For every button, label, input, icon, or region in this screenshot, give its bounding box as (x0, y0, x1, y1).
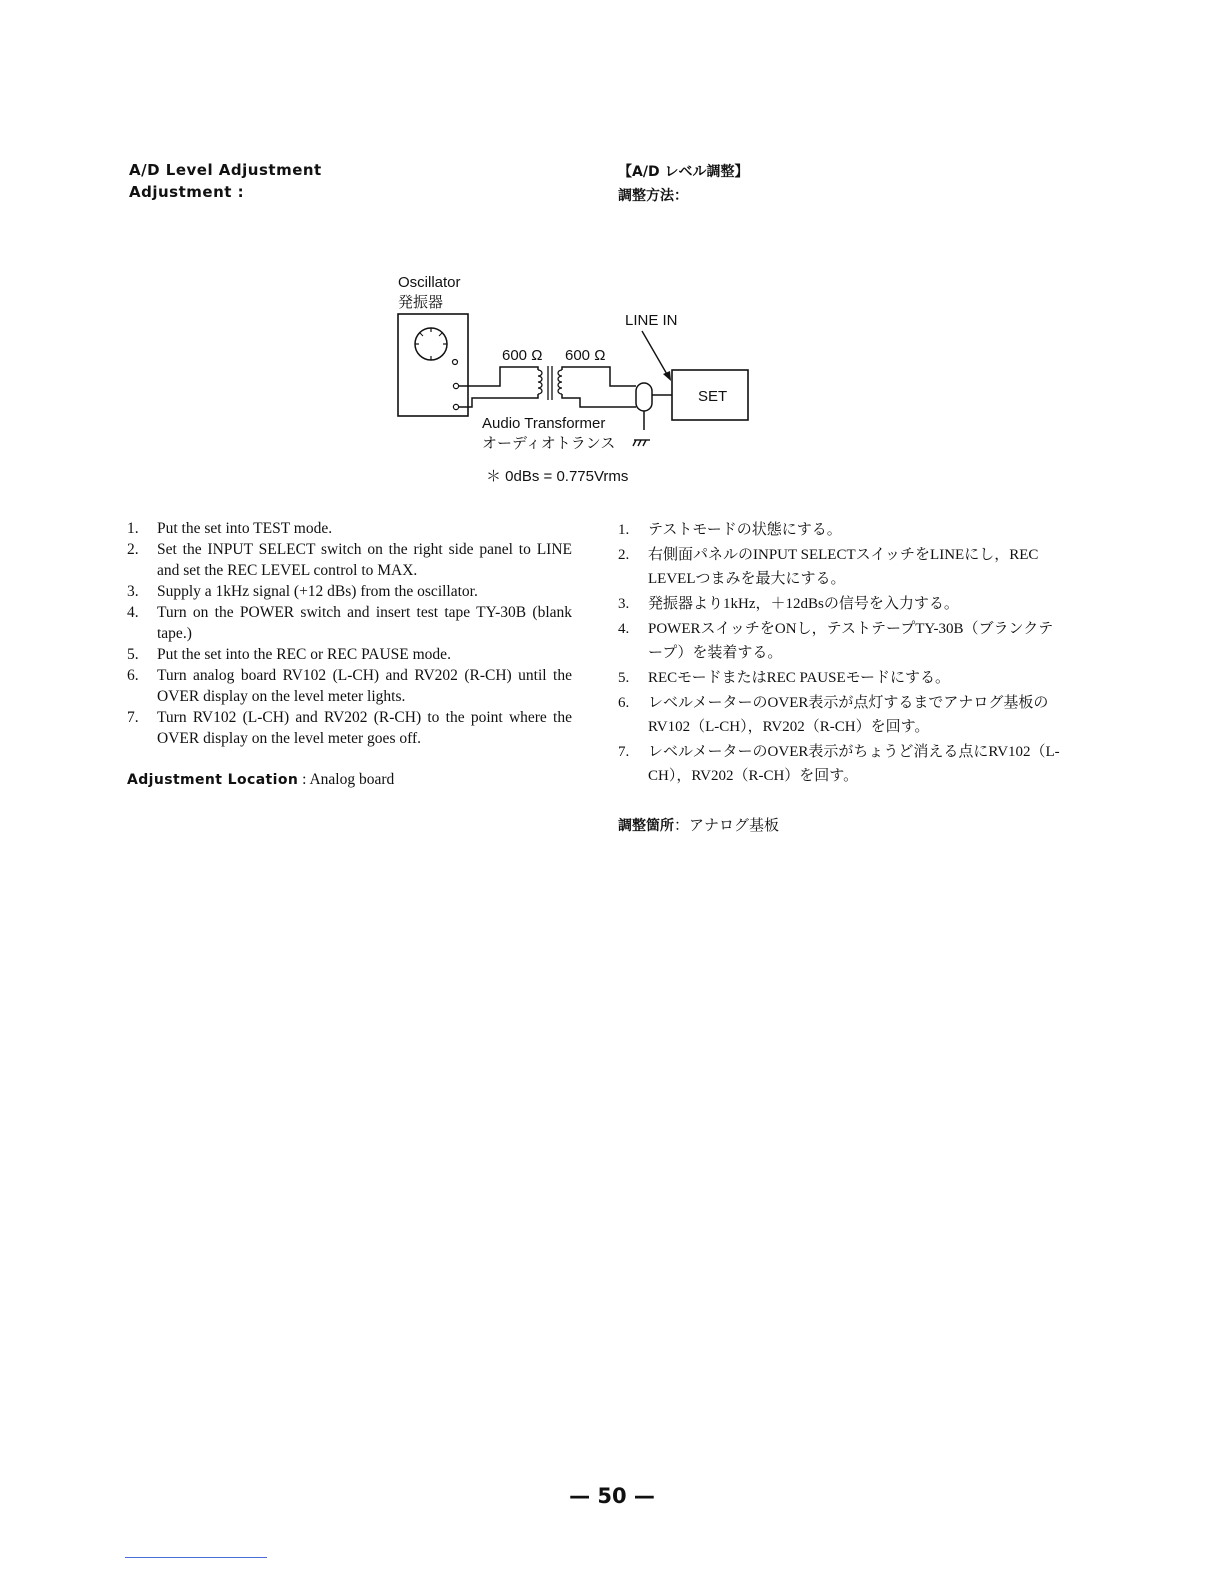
en-subtitle: Adjustment : (129, 183, 245, 201)
osc-terminal-bottom (453, 404, 458, 409)
en-step: 6. Turn analog board RV102 (L-CH) and RV202 (R-CH) until the OVER display on the level meter lights. (127, 667, 572, 705)
ground-icon (633, 440, 650, 446)
jp-subtitle: 調整方法： (618, 188, 688, 204)
jp-adjustment-location: 調整箇所：アナログ基板 (618, 818, 780, 834)
en-step: 7. Turn RV102 (L-CH) and RV202 (R-CH) to the point where the OVER display on the level meter goes off. (127, 709, 572, 747)
transformer-label-jp: オーディオトランス (482, 435, 616, 452)
transformer-label: Audio Transformer (482, 415, 606, 432)
en-header (129, 159, 322, 203)
impedance-right: 600 Ω (565, 347, 606, 364)
en-step: 3. Supply a 1kHz signal (+12 dBs) from the oscillator. (127, 583, 478, 600)
osc-terminal-top (453, 383, 458, 388)
jp-header (618, 160, 748, 208)
line-in-arrow-icon (642, 331, 671, 381)
jp-location-label: 調整箇所 (618, 818, 674, 834)
jp-step: 5. RECモードまたはREC PAUSEモードにする。 (618, 670, 951, 686)
jp-step: 2. 右側面パネルのINPUT SELECTスイッチをLINEにし，REC LEVELつまみを最大にする。 (618, 547, 1039, 587)
jp-location-value: アナログ基板 (689, 818, 780, 834)
oscillator-label-jp: 発振器 (398, 294, 444, 311)
en-step: 1. Put the set into TEST mode. (127, 520, 333, 537)
set-label: SET (698, 388, 728, 405)
jp-steps-list (618, 518, 1063, 789)
line-in-label: LINE IN (625, 312, 678, 329)
connection-diagram (380, 262, 780, 492)
jp-step: 1. テストモードの状態にする。 (618, 522, 842, 538)
oscillator-dial-icon (415, 328, 458, 365)
jp-title: 【A/D レベル調整】 (618, 164, 749, 180)
oscillator-box (398, 314, 468, 416)
jp-step: 6. レベルメーターのOVER表示が点灯するまでアナログ基板のRV102（L-CH），RV202（R-CH）を回す。 (618, 695, 1049, 735)
page-number: — 50 — (569, 1484, 655, 1508)
en-location-value: Analog board (309, 771, 395, 788)
en-step: 5. Put the set into the REC or REC PAUSE mode. (127, 646, 451, 663)
reference-note: ＊ 0dBs = 0.775Vrms (486, 468, 629, 485)
transformer-icon (538, 366, 562, 400)
primary-wiring (459, 367, 538, 407)
jp-step: 4. POWERスイッチをONし，テストテープTY-30B（ブランクテープ）を装着する。 (618, 621, 1054, 661)
jp-step: 7. レベルメーターのOVER表示がちょうど消える点にRV102（L-CH），RV202（R-CH）を回す。 (618, 744, 1060, 784)
jp-step: 3. 発振器より1kHz，＋12dBsの信号を入力する。 (618, 596, 959, 612)
en-steps-list (127, 518, 572, 749)
impedance-left: 600 Ω (502, 347, 543, 364)
plug-icon (636, 383, 672, 430)
en-title: A/D Level Adjustment (129, 161, 322, 179)
en-location-label: Adjustment Location (127, 772, 299, 788)
oscillator-label: Oscillator (398, 274, 461, 291)
en-step: 4. Turn on the POWER switch and insert test tape TY-30B (blank tape.) (127, 604, 572, 642)
en-step: 2. Set the INPUT SELECT switch on the right side panel to LINE and set the REC LEVEL control to MAX. (127, 541, 572, 579)
footer-divider (125, 1557, 267, 1558)
secondary-wiring (562, 367, 636, 407)
en-adjustment-location: Adjustment Location : Analog board (127, 771, 395, 788)
